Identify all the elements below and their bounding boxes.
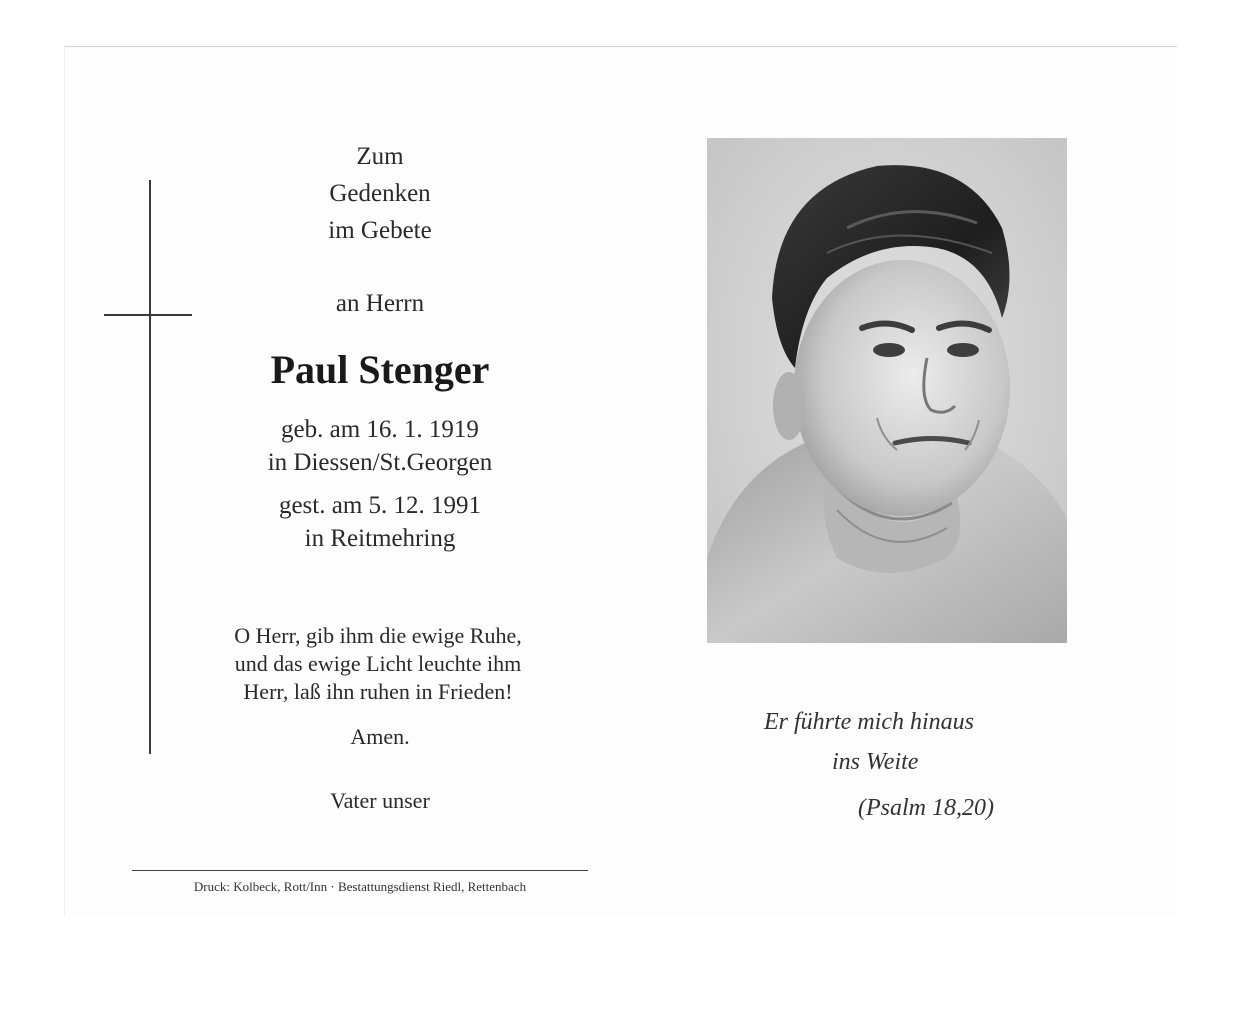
prayer-line-3: Herr, laß ihn ruhen in Frieden! (243, 679, 513, 704)
heading-line-3: im Gebete (328, 217, 432, 244)
cross-icon-horizontal-bar (104, 314, 192, 316)
footer-divider (132, 870, 588, 871)
memorial-heading (190, 138, 570, 249)
heading-line-1: Zum (356, 143, 404, 170)
heading-line-2: Gedenken (329, 180, 431, 207)
verse-reference: (Psalm 18,20) (858, 795, 994, 821)
salutation: an Herrn (335, 290, 425, 317)
printer-credit: Druck: Kolbeck, Rott/Inn · Bestattungsdienst Riedl, Rettenbach (193, 879, 527, 894)
birth-place: in Diessen/St.Georgen (267, 449, 493, 476)
death-date: gest. am 5. 12. 1991 (278, 492, 482, 519)
verse-line-2: ins Weite (832, 749, 919, 775)
life-dates (190, 413, 570, 555)
prayer-line-1: O Herr, gib ihm die ewige Ruhe, (234, 623, 522, 648)
cross-icon-vertical-bar (149, 180, 151, 754)
prayer-line-2: und das ewige Licht leuchte ihm (234, 651, 522, 676)
deceased-name: Paul Stenger (270, 347, 490, 392)
death-place: in Reitmehring (304, 525, 456, 552)
birth-date: geb. am 16. 1. 1919 (281, 416, 479, 443)
closing-prayer: Vater unser (330, 788, 430, 813)
portrait-photo-icon (707, 138, 1067, 643)
amen-text: Amen. (350, 724, 410, 749)
verse-line-1: Er führte mich hinaus (764, 709, 974, 735)
prayer-text (178, 622, 578, 706)
